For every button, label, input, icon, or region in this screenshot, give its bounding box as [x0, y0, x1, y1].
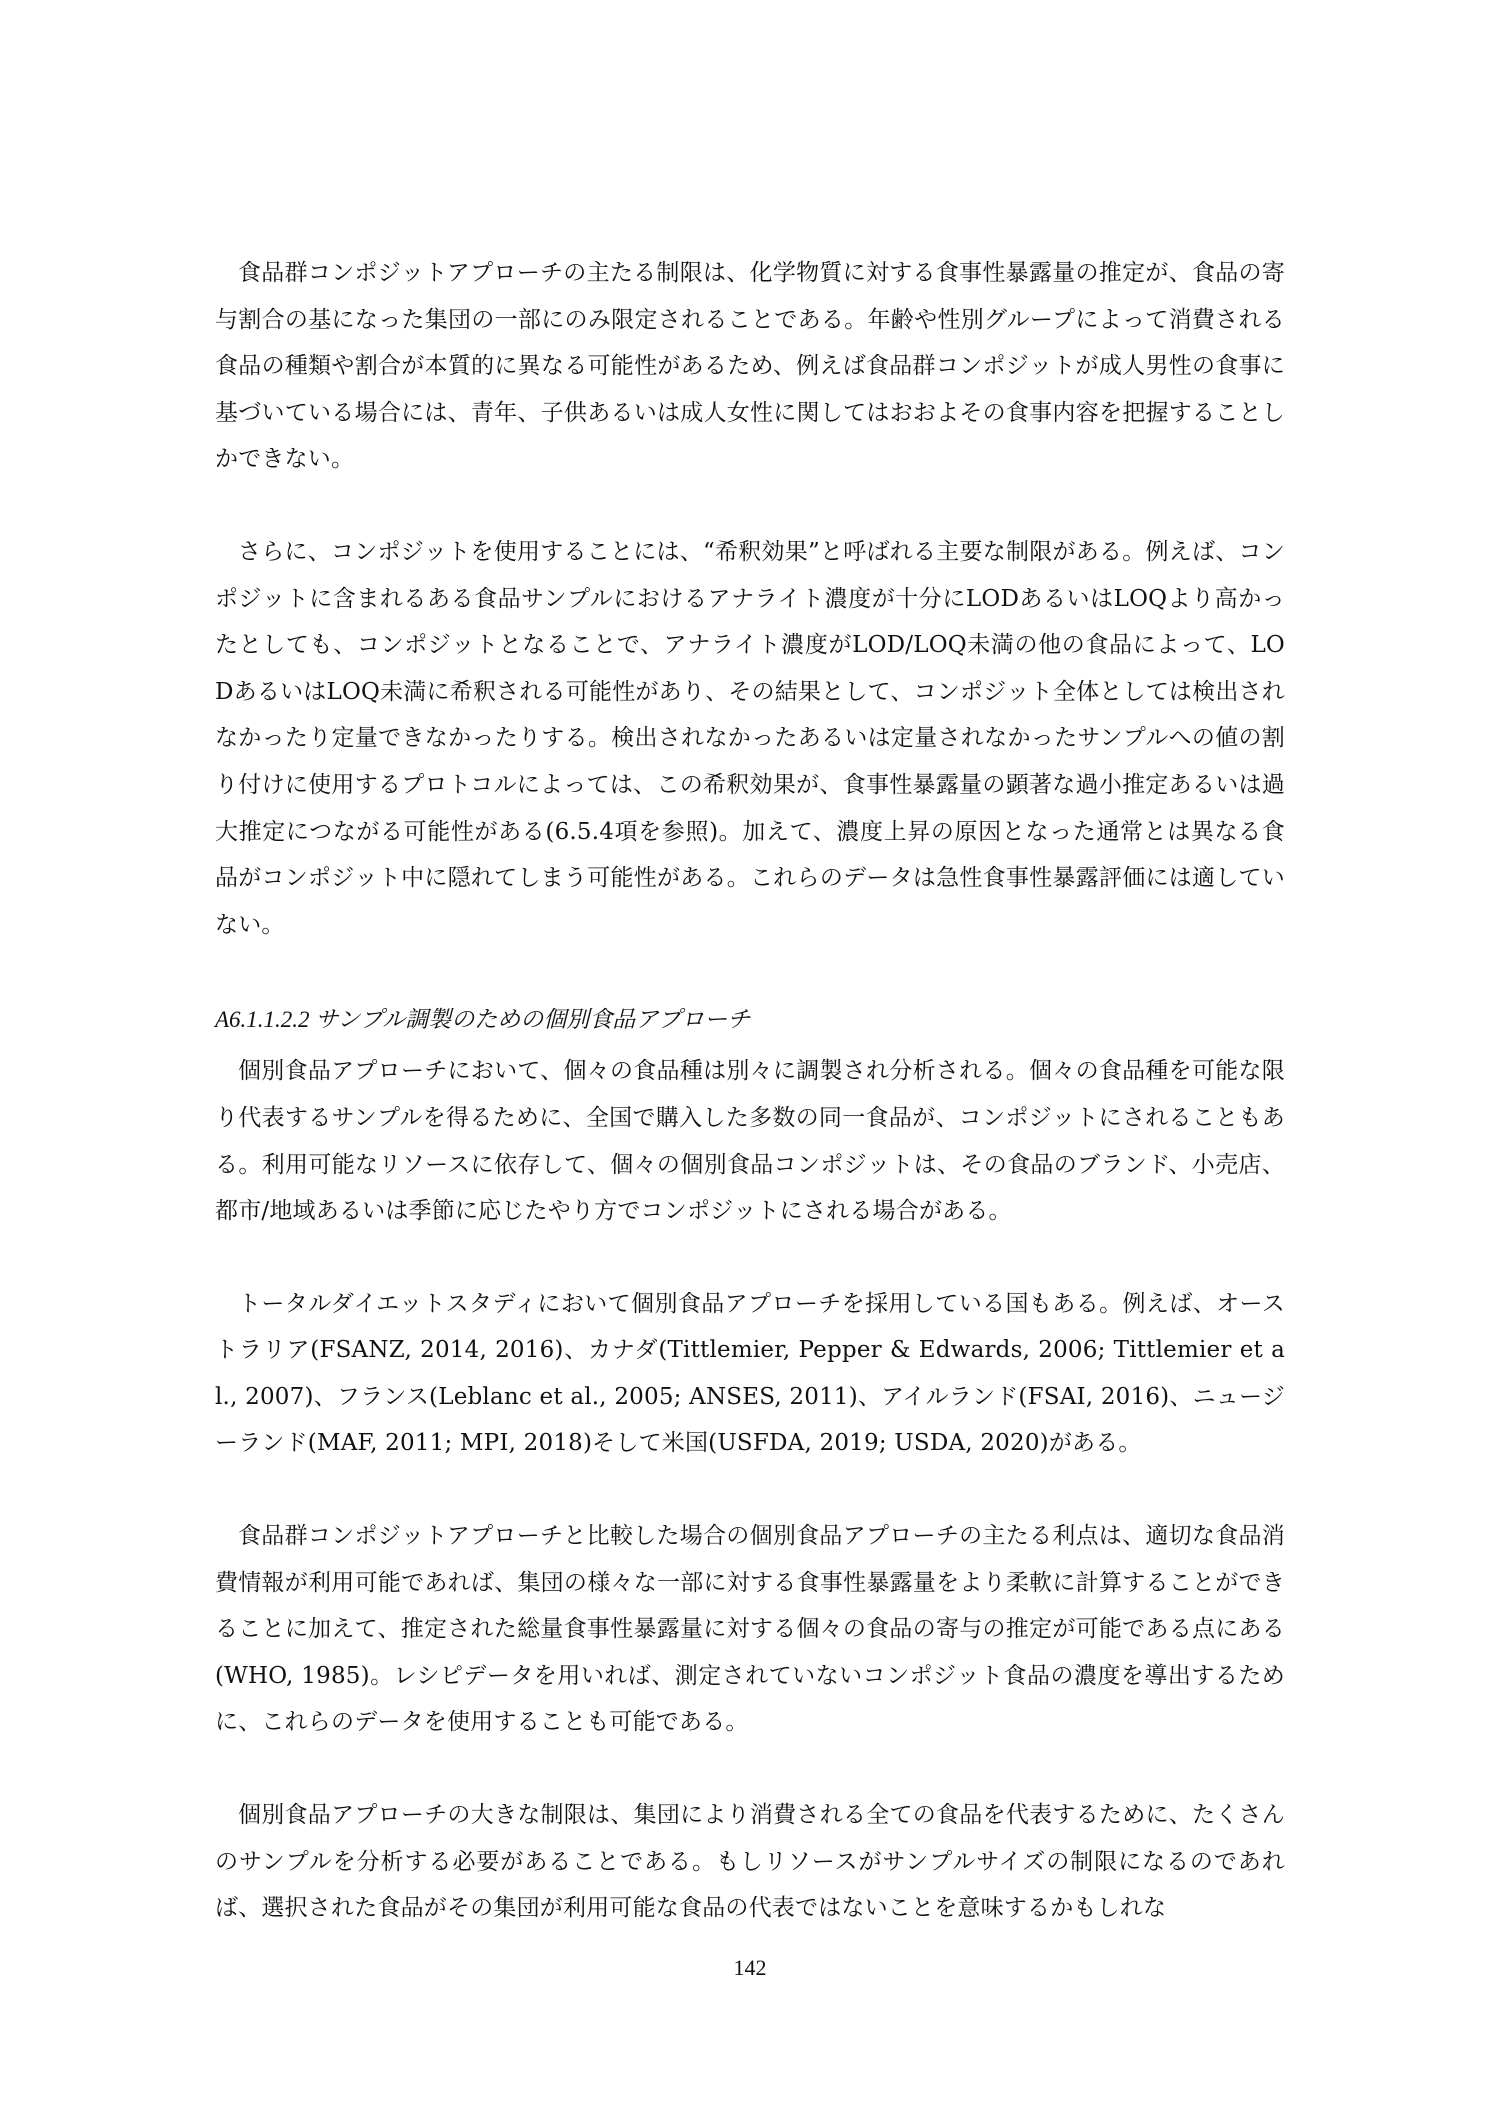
paragraph-spacer — [215, 483, 1285, 529]
paragraph-spacer — [215, 1746, 1285, 1792]
section-heading: A6.1.1.2.2 サンプル調製のための個別食品アプローチ — [215, 1007, 751, 1033]
paragraph-countries: トータルダイエットスタディにおいて個別食品アプローチを採用している国もある。例えば、オーストラリア(FSANZ, 2014, 2016)、カナダ(Tittlemier, Pepper & Edwards, 2006; Tittlemier et al., 2007)、フランス(Leblanc et al., 2005; ANSES, 2011)、アイルランド(FSAI, 2016)、ニュージーランド(MAF, 2011; MPI, 2018)そして米国(USFDA, 2019; USDA, 2020)がある。 — [215, 1290, 1285, 1457]
paragraph-composite-limitation: 食品群コンポジットアプローチの主たる制限は、化学物質に対する食事性暴露量の推定が、食品の寄与割合の基になった集団の一部にのみ限定されることである。年齢や性別グループによって消費される食品の種類や割合が本質的に異なる可能性があるため、例えば食品群コンポジットが成人男性の食事に基づいている場合には、青年、子供あるいは成人女性に関してはおおよその食事内容を把握することしかできない。 — [215, 260, 1285, 473]
paragraph-dilution-effect: さらに、コンポジットを使用することには、“希釈効果”と呼ばれる主要な制限がある。例えば、コンポジットに含まれるある食品サンプルにおけるアナライト濃度が十分にLODあるいはLOQより高かったとしても、コンポジットとなることで、アナライト濃度がLOD/LOQ未満の他の食品によって、LODあるいはLOQ未満に希釈される可能性があり、その結果として、コンポジット全体としては検出されなかったり定量できなかったりする。検出されなかったあるいは定量されなかったサンプルへの値の割り付けに使用するプロトコルによっては、この希釈効果が、食事性暴露量の顕著な過小推定あるいは過大推定につながる可能性がある(6.5.4項を参照)。加えて、濃度上昇の原因となった通常とは異なる食品がコンポジット中に隠れてしまう可能性がある。これらのデータは急性食事性暴露評価には適していない。 — [215, 538, 1285, 938]
page-body — [215, 250, 1285, 1932]
paragraph-advantages: 食品群コンポジットアプローチと比較した場合の個別食品アプローチの主たる利点は、適切な食品消費情報が利用可能であれば、集団の様々な一部に対する食事性暴露量をより柔軟に計算することができることに加えて、推定された総量食事性暴露量に対する個々の食品の寄与の推定が可能である点にある(WHO, 1985)。レシピデータを用いれば、測定されていないコンポジット食品の濃度を導出するために、これらのデータを使用することも可能である。 — [215, 1523, 1285, 1736]
paragraph-spacer — [215, 1235, 1285, 1281]
paragraph-individual-limitation: 個別食品アプローチの大きな制限は、集団により消費される全ての食品を代表するために、たくさんのサンプルを分析する必要があることである。もしリソースがサンプルサイズの制限になるのであれば、選択された食品がその集団が利用可能な食品の代表ではないことを意味するかもしれな — [215, 1802, 1285, 1922]
paragraph-spacer — [215, 948, 1285, 994]
page-number: 142 — [733, 1955, 767, 1980]
paragraph-individual-food-approach: 個別食品アプローチにおいて、個々の食品種は別々に調製され分析される。個々の食品種を可能な限り代表するサンプルを得るために、全国で購入した多数の同一食品が、コンポジットにされることもある。利用可能なリソースに依存して、個々の個別食品コンポジットは、その食品のブランド、小売店、都市/地域あるいは季節に応じたやり方でコンポジットにされる場合がある。 — [215, 1058, 1285, 1225]
paragraph-spacer — [215, 1467, 1285, 1513]
